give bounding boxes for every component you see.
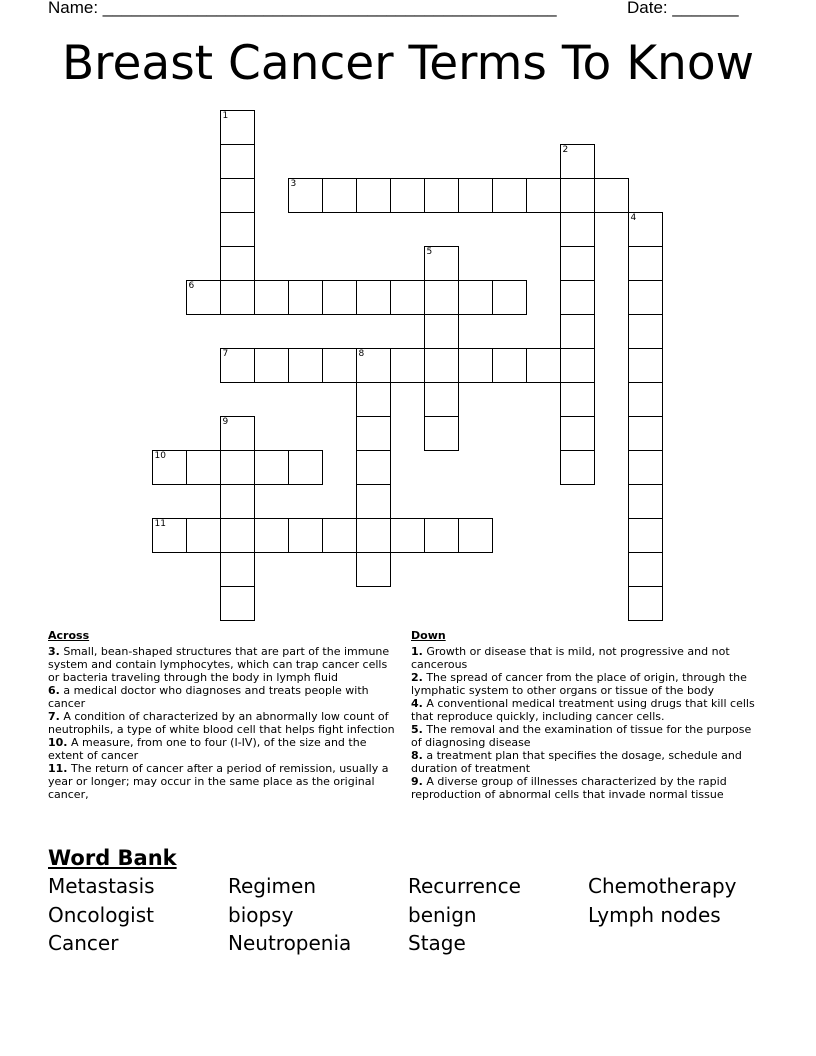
clue-number: 7. — [48, 710, 60, 723]
down-heading: Down — [411, 629, 446, 642]
grid-cell[interactable] — [628, 586, 663, 621]
clue-text: The spread of cancer from the place of origin, through the lymphatic system to other organs or tissue of the body — [411, 671, 747, 697]
word-bank-item: Neutropenia — [228, 931, 352, 955]
grid-cell[interactable] — [254, 348, 289, 383]
grid-cell[interactable] — [628, 518, 663, 553]
clue-text: The return of cancer after a period of remission, usually a year or longer; may occur in the same place as the original cancer, — [48, 762, 389, 801]
grid-cell[interactable] — [254, 450, 289, 485]
grid-cell[interactable] — [594, 178, 629, 213]
date-field-label[interactable]: Date: _______ — [627, 0, 739, 17]
clue-number: 3 — [290, 179, 297, 189]
grid-cell[interactable] — [628, 348, 663, 383]
grid-cell[interactable] — [424, 314, 459, 349]
grid-cell[interactable] — [322, 348, 357, 383]
grid-cell[interactable] — [492, 348, 527, 383]
grid-cell[interactable] — [458, 348, 493, 383]
word-bank-item: biopsy — [228, 902, 294, 927]
grid-cell[interactable] — [186, 518, 221, 553]
clue-number: 9 — [222, 417, 229, 427]
word-bank-item: Regimen — [228, 874, 317, 898]
grid-cell[interactable] — [186, 450, 221, 485]
grid-cell[interactable] — [288, 178, 323, 213]
grid-cell[interactable] — [424, 280, 459, 315]
grid-cell[interactable] — [356, 416, 391, 451]
clue-item — [48, 762, 400, 801]
grid-cell[interactable] — [220, 178, 255, 213]
clue-text: The removal and the examination of tissue for the purpose of diagnosing disease — [411, 723, 752, 749]
clue-item — [411, 671, 763, 697]
grid-cell[interactable] — [288, 450, 323, 485]
clue-item — [48, 710, 400, 736]
grid-cell[interactable] — [492, 280, 527, 315]
grid-cell[interactable] — [560, 382, 595, 417]
grid-cell[interactable] — [322, 280, 357, 315]
word-bank-item: Recurrence — [408, 874, 521, 898]
clue-text: A diverse group of illnesses characterized by the rapid reproduction of abnormal cells that invade normal tissue — [411, 775, 727, 801]
clue-number: 2. — [411, 671, 423, 684]
grid-cell[interactable] — [560, 314, 595, 349]
grid-cell[interactable] — [288, 348, 323, 383]
word-bank-item: benign — [408, 902, 477, 927]
grid-cell[interactable] — [220, 450, 255, 485]
grid-cell[interactable] — [356, 552, 391, 587]
word-bank-item: Stage — [408, 931, 466, 955]
across-clue-list — [48, 645, 400, 801]
grid-cell[interactable] — [356, 280, 391, 315]
word-bank-item: Cancer — [48, 931, 119, 955]
across-heading: Across — [48, 629, 90, 642]
grid-cell[interactable] — [390, 348, 425, 383]
grid-cell[interactable] — [560, 212, 595, 247]
grid-cell[interactable] — [424, 178, 459, 213]
grid-cell[interactable] — [628, 382, 663, 417]
clue-item — [411, 697, 763, 723]
grid-cell[interactable] — [492, 178, 527, 213]
clue-number: 2 — [562, 145, 569, 155]
grid-cell[interactable] — [254, 518, 289, 553]
down-clue-list — [411, 645, 763, 801]
grid-cell[interactable] — [560, 416, 595, 451]
clue-number: 6. — [48, 684, 60, 697]
grid-cell[interactable] — [220, 348, 255, 383]
grid-cell[interactable] — [628, 450, 663, 485]
clue-number: 3. — [48, 645, 60, 658]
grid-cell[interactable] — [220, 212, 255, 247]
grid-cell[interactable] — [560, 246, 595, 281]
clue-number: 5. — [411, 723, 423, 736]
clue-item — [411, 749, 763, 775]
grid-cell[interactable] — [424, 382, 459, 417]
grid-cell[interactable] — [424, 518, 459, 553]
clue-number: 1 — [222, 111, 229, 121]
clue-number: 11. — [48, 762, 68, 775]
grid-cell[interactable] — [288, 280, 323, 315]
clue-number: 9. — [411, 775, 423, 788]
grid-cell[interactable] — [152, 450, 187, 485]
clue-item — [411, 645, 763, 671]
clue-text: Growth or disease that is mild, not progressive and not cancerous — [411, 645, 730, 671]
grid-cell[interactable] — [288, 518, 323, 553]
clue-text: A condition of characterized by an abnormally low count of neutrophils, a type of white blood cell that helps fight infection — [48, 710, 395, 736]
grid-cell[interactable] — [220, 586, 255, 621]
grid-cell[interactable] — [220, 518, 255, 553]
clue-text: a medical doctor who diagnoses and treats people with cancer — [48, 684, 369, 710]
clue-text: a treatment plan that specifies the dosage, schedule and duration of treatment — [411, 749, 742, 775]
clue-number: 10 — [154, 451, 166, 461]
grid-cell[interactable] — [356, 178, 391, 213]
grid-cell[interactable] — [458, 518, 493, 553]
clue-item — [48, 736, 400, 762]
grid-cell[interactable] — [560, 450, 595, 485]
grid-cell[interactable] — [560, 280, 595, 315]
grid-cell[interactable] — [220, 280, 255, 315]
across-clues — [48, 629, 400, 801]
word-bank-item: Chemotherapy — [588, 874, 737, 898]
word-bank-item: Metastasis — [48, 874, 155, 898]
grid-cell[interactable] — [220, 552, 255, 587]
clue-number: 10. — [48, 736, 68, 749]
grid-cell[interactable] — [526, 178, 561, 213]
clue-number: 8. — [411, 749, 423, 762]
grid-cell[interactable] — [526, 348, 561, 383]
grid-cell[interactable] — [458, 178, 493, 213]
grid-cell[interactable] — [628, 212, 663, 247]
grid-cell[interactable] — [356, 382, 391, 417]
grid-cell[interactable] — [424, 246, 459, 281]
clue-text: A measure, from one to four (I-IV), of the size and the extent of cancer — [48, 736, 367, 762]
word-bank-title: Word Bank — [48, 846, 177, 870]
grid-cell[interactable] — [628, 552, 663, 587]
clue-number: 7 — [222, 349, 229, 359]
clue-item — [48, 684, 400, 710]
grid-cell[interactable] — [458, 280, 493, 315]
clue-number: 6 — [188, 281, 195, 291]
clue-number: 1. — [411, 645, 423, 658]
grid-cell[interactable] — [390, 178, 425, 213]
grid-cell[interactable] — [424, 348, 459, 383]
grid-cell[interactable] — [390, 280, 425, 315]
grid-cell[interactable] — [322, 178, 357, 213]
clue-text: A conventional medical treatment using drugs that kill cells that reproduce quickly, including cancer cells. — [411, 697, 755, 723]
grid-cell[interactable] — [628, 246, 663, 281]
clue-number: 5 — [426, 247, 433, 257]
grid-cell[interactable] — [356, 348, 391, 383]
clue-number: 8 — [358, 349, 365, 359]
grid-cell[interactable] — [390, 518, 425, 553]
clue-number: 4. — [411, 697, 423, 710]
grid-cell[interactable] — [628, 314, 663, 349]
grid-cell[interactable] — [628, 280, 663, 315]
clue-number: 4 — [630, 213, 637, 223]
clue-number: 11 — [154, 519, 166, 529]
page-title: Breast Cancer Terms To Know — [61, 36, 755, 91]
clue-item — [411, 775, 763, 801]
grid-cell[interactable] — [628, 484, 663, 519]
grid-cell[interactable] — [254, 280, 289, 315]
grid-cell[interactable] — [220, 484, 255, 519]
grid-cell[interactable] — [220, 110, 255, 145]
grid-cell[interactable] — [220, 246, 255, 281]
grid-cell[interactable] — [220, 416, 255, 451]
grid-cell[interactable] — [322, 518, 357, 553]
clue-item — [411, 723, 763, 749]
word-bank-item: Oncologist — [48, 902, 154, 927]
clue-text: Small, bean-shaped structures that are part of the immune system and contain lymphocytes, which can trap cancer cells or bacteria traveling through the body in lymph fluid — [48, 645, 390, 684]
name-field-label[interactable]: Name: ________________________________________________ — [48, 0, 557, 17]
word-bank-item: Lymph nodes — [588, 902, 721, 927]
grid-cell[interactable] — [560, 178, 595, 213]
grid-cell[interactable] — [220, 144, 255, 179]
grid-cell[interactable] — [356, 450, 391, 485]
grid-cell[interactable] — [356, 518, 391, 553]
grid-cell[interactable] — [560, 144, 595, 179]
grid-cell[interactable] — [152, 518, 187, 553]
grid-cell[interactable] — [186, 280, 221, 315]
grid-cell[interactable] — [424, 416, 459, 451]
grid-cell[interactable] — [560, 348, 595, 383]
clue-item — [48, 645, 400, 684]
grid-cell[interactable] — [628, 416, 663, 451]
down-clues — [411, 629, 763, 801]
grid-cell[interactable] — [356, 484, 391, 519]
